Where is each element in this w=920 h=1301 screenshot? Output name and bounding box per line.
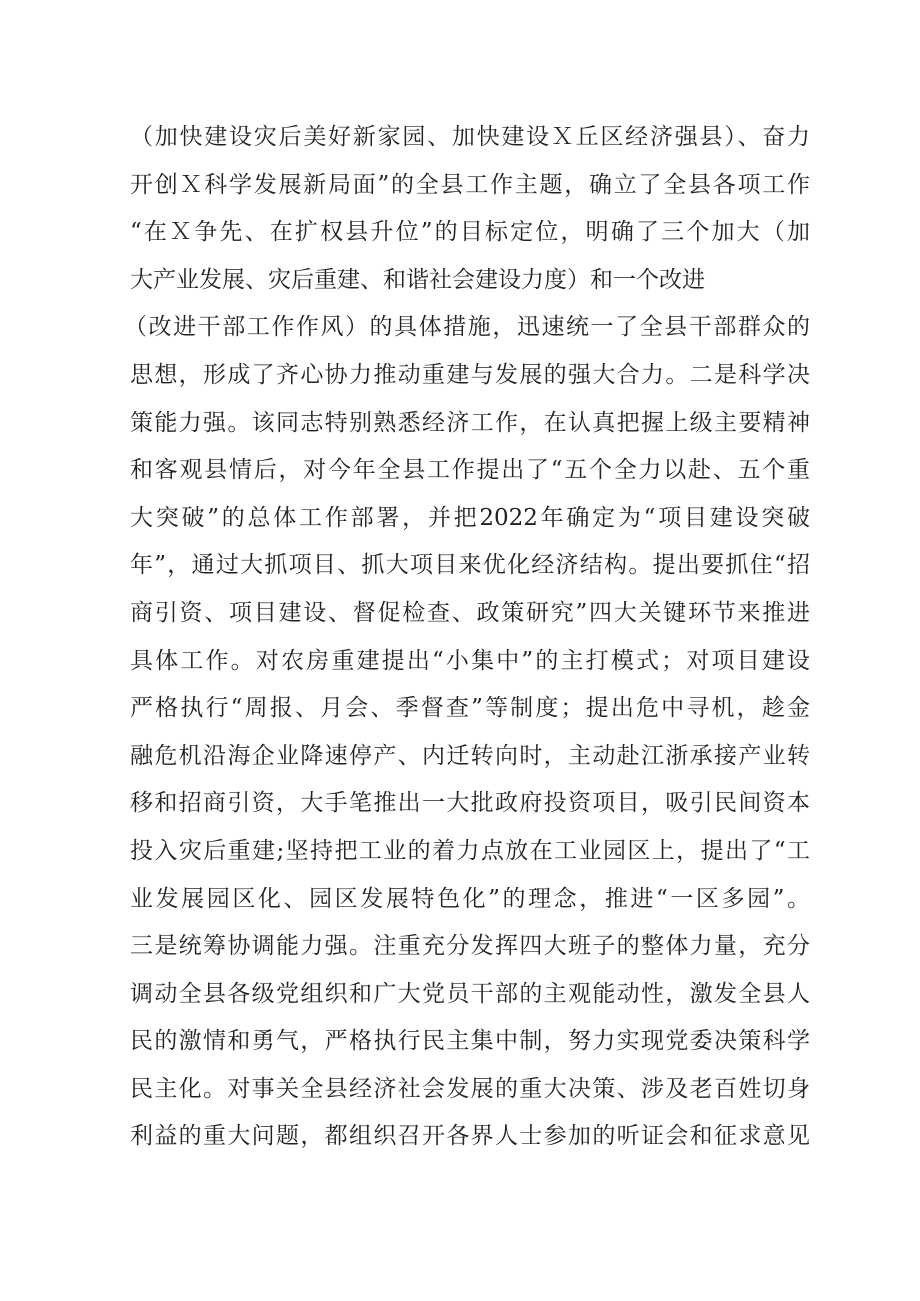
text-line: 民主化。对事关全县经济社会发展的重大决策、涉及老百姓切身: [130, 1075, 810, 1102]
text-line: “在Ｘ争先、在扩权县升位”的目标定位，明确了三个加大（加: [130, 219, 810, 246]
body-text: [124, 114, 810, 1161]
text-line: 严格执行“周报、月会、季督查”等制度；提出危中寻机，趁金: [130, 695, 810, 722]
text-line: （改进干部工作作风）的具体措施，迅速统一了全县干部群众的: [124, 314, 810, 341]
text-line: 大突破”的总体工作部署，并把2022年确定为“项目建设突破: [130, 504, 810, 531]
text-line: 开创Ｘ科学发展新局面”的全县工作主题，确立了全县各项工作: [130, 171, 810, 198]
text-line: 商引资、项目建设、督促检查、政策研究”四大关键环节来推进: [130, 599, 810, 626]
text-line: 策能力强。该同志特别熟悉经济工作，在认真把握上级主要精神: [130, 409, 810, 436]
text-line: 三是统筹协调能力强。注重充分发挥四大班子的整体力量，充分: [130, 933, 810, 960]
text-line: 大产业发展、灾后重建、和谐社会建设力度）和一个改进: [130, 266, 705, 293]
text-line: （加快建设灾后美好新家园、加快建设Ｘ丘区经济强县）、奋力: [130, 124, 810, 150]
text-line: 融危机沿海企业降速停产、内迁转向时，主动赴江浙承接产业转: [130, 742, 810, 769]
text-line: 业发展园区化、园区发展特色化”的理念，推进“一区多园”。: [130, 885, 810, 912]
text-line: 利益的重大问题，都组织召开各界人士参加的听证会和征求意见: [130, 1123, 810, 1150]
text-line: 思想，形成了齐心协力推动重建与发展的强大合力。二是科学决: [130, 361, 810, 388]
text-line: 具体工作。对农房重建提出“小集中”的主打模式；对项目建设: [130, 647, 810, 674]
text-line: 投入灾后重建;坚持把工业的着力点放在工业园区上，提出了“工: [130, 837, 810, 864]
text-line: 和客观县情后，对今年全县工作提出了“五个全力以赴、五个重: [130, 457, 810, 484]
text-line: 调动全县各级党组织和广大党员干部的主观能动性，激发全县人: [130, 980, 810, 1007]
text-line: 年”，通过大抓项目、抓大项目来优化经济结构。提出要抓住“招: [130, 552, 810, 579]
text-line: 民的激情和勇气，严格执行民主集中制，努力实现党委决策科学: [130, 1028, 810, 1055]
text-line: 移和招商引资，大手笔推出一大批政府投资项目，吸引民间资本: [130, 790, 810, 817]
